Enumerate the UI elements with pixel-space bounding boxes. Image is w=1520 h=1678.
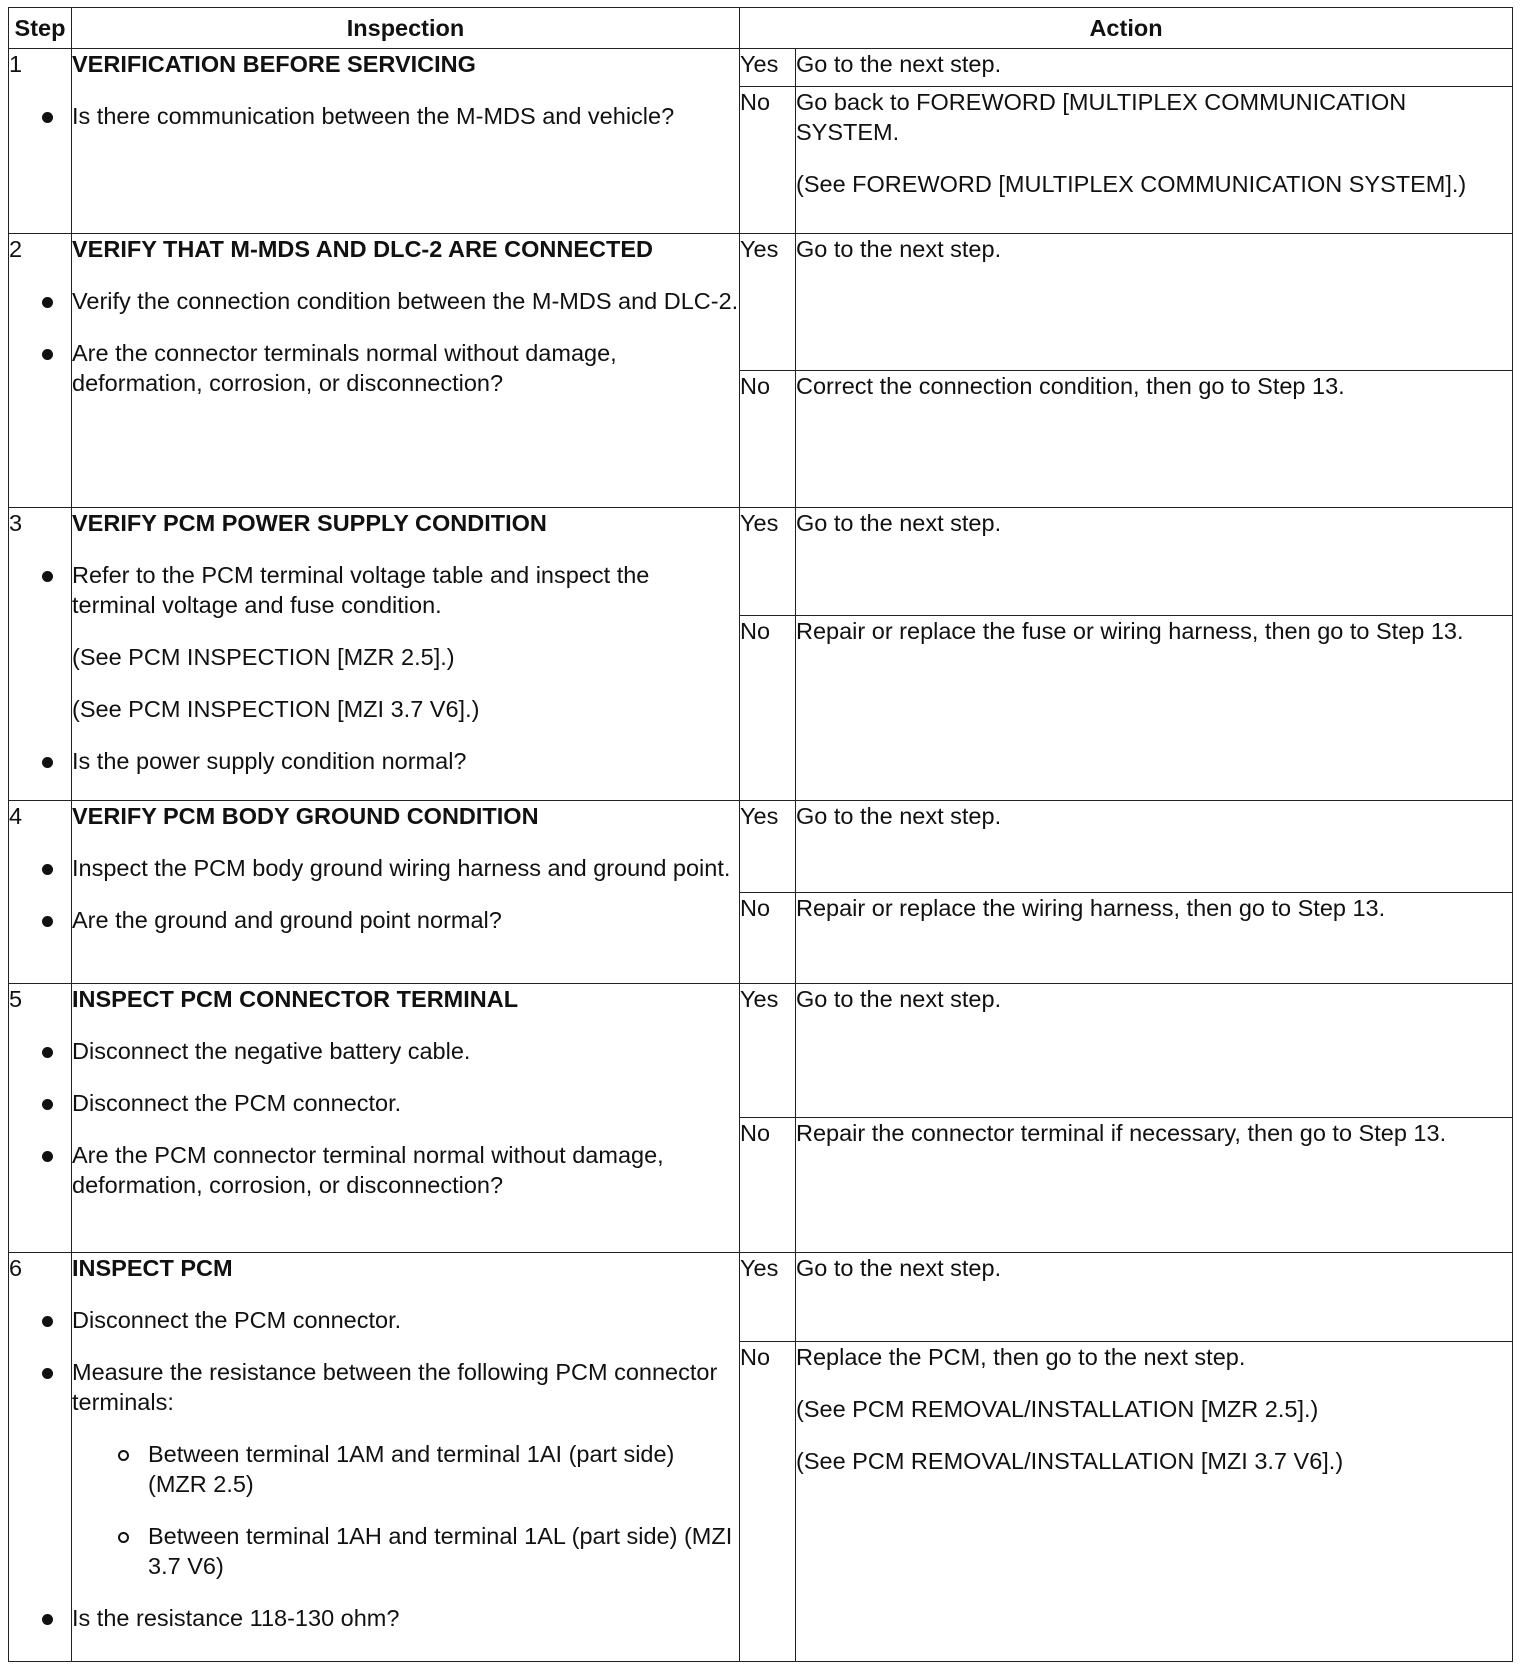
inspection-cell (72, 234, 740, 508)
action-reference: (See PCM REMOVAL/INSTALLATION [MZR 2.5].) (796, 1396, 1319, 1422)
inspection-cell (72, 1253, 740, 1662)
no-action: Repair or replace the fuse or wiring harness, then go to Step 13. (796, 616, 1513, 801)
yes-action: Go to the next step. (796, 508, 1513, 616)
step-number: 4 (9, 801, 72, 984)
yes-action: Go to the next step. (796, 984, 1513, 1118)
yes-action: Go to the next step. (796, 49, 1513, 87)
action-reference: (See FOREWORD [MULTIPLEX COMMUNICATION SYSTEM].) (796, 171, 1467, 197)
inspection-title: VERIFY PCM BODY GROUND CONDITION (72, 803, 539, 829)
inspection-sub-bullet: Between terminal 1AH and terminal 1AL (part side) (MZI 3.7 V6) (148, 1521, 739, 1581)
troubleshooting-table (8, 7, 1513, 1662)
no-label: No (740, 616, 796, 801)
action-paragraph: Replace the PCM, then go to the next step. (796, 1344, 1246, 1370)
table-row (9, 49, 1513, 87)
inspection-column-header: Inspection (72, 8, 740, 49)
no-label: No (740, 1118, 796, 1253)
inspection-title: VERIFY THAT M-MDS AND DLC-2 ARE CONNECTED (72, 236, 653, 262)
step-number: 3 (9, 508, 72, 801)
no-action: Repair the connector terminal if necessary, then go to Step 13. (796, 1118, 1513, 1253)
sub-bullet-group (72, 1439, 739, 1581)
yes-label: Yes (740, 234, 796, 371)
action-column-header: Action (740, 8, 1513, 49)
table-row (9, 801, 1513, 893)
inspection-title: INSPECT PCM CONNECTOR TERMINAL (72, 986, 519, 1012)
yes-label: Yes (740, 984, 796, 1118)
yes-action: Go to the next step. (796, 801, 1513, 893)
inspection-bullet: Are the ground and ground point normal? (72, 905, 739, 935)
inspection-bullet: Inspect the PCM body ground wiring harness and ground point. (72, 853, 739, 883)
inspection-bullet: Are the PCM connector terminal normal without damage, deformation, corrosion, or disconnection? (72, 1140, 739, 1200)
inspection-title: VERIFY PCM POWER SUPPLY CONDITION (72, 510, 547, 536)
inspection-title: INSPECT PCM (72, 1255, 233, 1281)
action-reference: (See PCM REMOVAL/INSTALLATION [MZI 3.7 V6].) (796, 1448, 1344, 1474)
yes-label: Yes (740, 1253, 796, 1342)
yes-action: Go to the next step. (796, 234, 1513, 371)
inspection-reference: (See PCM INSPECTION [MZR 2.5].) (72, 644, 455, 670)
inspection-cell (72, 984, 740, 1253)
step-number: 1 (9, 49, 72, 234)
no-action: Correct the connection condition, then go to Step 13. (796, 371, 1513, 508)
table-row (9, 234, 1513, 371)
inspection-reference: (See PCM INSPECTION [MZI 3.7 V6].) (72, 696, 480, 722)
inspection-bullet: Are the connector terminals normal without damage, deformation, corrosion, or disconnection? (72, 338, 739, 398)
table-row (9, 1253, 1513, 1342)
yes-label: Yes (740, 508, 796, 616)
yes-label: Yes (740, 801, 796, 893)
inspection-bullet: Is there communication between the M-MDS and vehicle? (72, 101, 739, 131)
inspection-bullet: Disconnect the PCM connector. (72, 1305, 739, 1335)
inspection-bullet: Verify the connection condition between the M-MDS and DLC-2. (72, 288, 739, 314)
inspection-bullet: Is the power supply condition normal? (72, 746, 739, 776)
no-label: No (740, 87, 796, 234)
no-label: No (740, 371, 796, 508)
inspection-bullet: Refer to the PCM terminal voltage table and inspect the terminal voltage and fuse condition. (72, 560, 739, 620)
no-action (796, 1342, 1513, 1662)
no-label: No (740, 1342, 796, 1662)
inspection-title: VERIFICATION BEFORE SERVICING (72, 51, 476, 77)
no-action (796, 87, 1513, 234)
inspection-sub-bullet: Between terminal 1AM and terminal 1AI (part side) (MZR 2.5) (148, 1439, 739, 1499)
table-row (9, 984, 1513, 1118)
inspection-cell (72, 49, 740, 234)
no-action: Repair or replace the wiring harness, then go to Step 13. (796, 893, 1513, 984)
table-row (9, 508, 1513, 616)
step-number: 2 (9, 234, 72, 508)
yes-action: Go to the next step. (796, 1253, 1513, 1342)
no-label: No (740, 893, 796, 984)
step-number: 5 (9, 984, 72, 1253)
inspection-bullet: Disconnect the negative battery cable. (72, 1036, 739, 1066)
step-column-header: Step (9, 8, 72, 49)
inspection-bullet: Disconnect the PCM connector. (72, 1088, 739, 1118)
inspection-bullet: Is the resistance 118-130 ohm? (72, 1603, 739, 1633)
inspection-cell (72, 508, 740, 801)
table-header-row (9, 8, 1513, 49)
inspection-bullet: Measure the resistance between the following PCM connector terminals: (72, 1357, 739, 1417)
yes-label: Yes (740, 49, 796, 87)
step-number: 6 (9, 1253, 72, 1662)
inspection-cell (72, 801, 740, 984)
action-paragraph: Go back to FOREWORD [MULTIPLEX COMMUNICATION SYSTEM. (796, 89, 1407, 145)
